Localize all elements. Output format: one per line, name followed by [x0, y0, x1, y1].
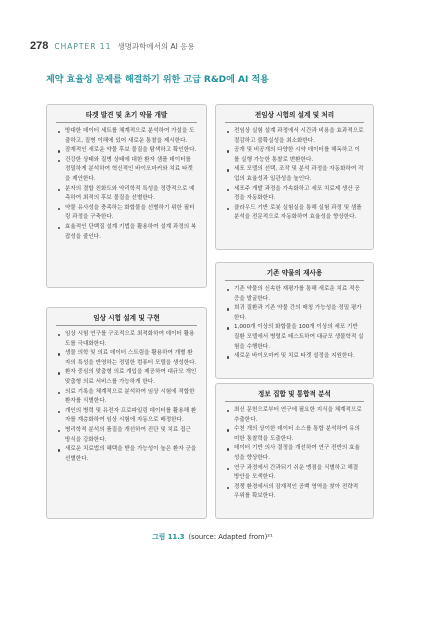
- list-item: 생물 의학 및 의료 데이터 스트림을 활용하여 개별 환자의 특성을 반영하는 정밀한 컴퓨터 모델을 생성한다.: [65, 349, 197, 368]
- list-item: 경쟁 환경에서의 잠재적인 공백 영역을 찾아 전략적 우위를 확보한다.: [234, 483, 364, 502]
- list-item: 1,000개 이상의 화합물을 100개 이상의 세포 기반 질환 모델에서 병렬로 테스트하여 대규모 생물학적 실험을 수행한다.: [234, 323, 364, 352]
- list-item: 최신 문헌으로부터 연구에 필요한 지식을 체계적으로 추출한다.: [234, 406, 364, 425]
- list-item: 방대한 데이터 세트를 체계적으로 분석하여 가설을 도출하고, 질병 이해에 있어 새로운 통찰을 제시한다.: [65, 127, 197, 146]
- list-item: 분자의 결합 친화도와 약리학적 특성을 정량적으로 예측하여 최적의 후보 물질을 선별한다.: [65, 185, 197, 204]
- list-item: 수천 개의 상이한 데이터 소스를 통합 분석하여 유의미한 통찰력을 도출한다.: [234, 425, 364, 444]
- list-item: 세포 모델의 선택, 조작 및 분석 과정을 자동화하여 작업의 효율성과 일관성을 높인다.: [234, 165, 364, 184]
- bullet-list: [225, 127, 364, 223]
- box-information-integration: [215, 383, 374, 519]
- box-title: 정보 집합 및 통합적 분석: [225, 384, 364, 402]
- box-title: 타겟 발견 및 초기 약물 개발: [56, 105, 197, 123]
- box-clinical-design: [46, 307, 207, 519]
- figure-source: (source: Adapted from)²¹: [188, 533, 273, 541]
- chapter-label: CHAPTER 11: [54, 42, 112, 51]
- bullet-list: [225, 406, 364, 502]
- figure-title: 제약 효율성 문제를 해결하기 위한 고급 R&D에 AI 적용: [46, 75, 269, 85]
- box-target-discovery: [46, 104, 207, 288]
- list-item: 건강한 상태와 질병 상태에 대한 환자 샘플 데이터를 정밀하게 분석하여 혁신적인 바이오마커와 치료 타겟을 제안한다.: [65, 156, 197, 185]
- list-item: 세포주 개발 과정을 가속화하고 세포 치료제 생산 공정을 자동화한다.: [234, 185, 364, 204]
- list-item: 연구 과정에서 간과되기 쉬운 맹점을 식별하고 해결 방안을 모색한다.: [234, 464, 364, 483]
- list-item: 개인의 병력 및 유전자 프로파일링 데이터를 활용해 환자를 계층화하여 임상 시험에 자동으로 배정한다.: [65, 407, 197, 426]
- list-item: 전임상 실험 설계 과정에서 시간과 비용을 효과적으로 절감하고 불확실성을 최소화한다.: [234, 127, 364, 146]
- chapter-title: 생명과학에서의 AI 응용: [117, 42, 195, 51]
- list-item: 데이터 기반 의사 결정을 개선하여 연구 전반의 효율성을 향상한다.: [234, 444, 364, 463]
- list-item: 병리학적 분석의 품질을 개선하여 진단 및 치료 접근 방식을 강화한다.: [65, 426, 197, 445]
- bullet-list: [225, 285, 364, 362]
- list-item: 잠재적인 새로운 약물 후보 물질을 탐색하고 확인한다.: [65, 146, 197, 156]
- box-drug-repurposing: [215, 262, 374, 379]
- list-item: 공개 및 비공개의 다양한 시약 데이터를 해독하고 이를 실행 가능한 통찰로 변환한다.: [234, 146, 364, 165]
- list-item: 클라우드 기반 로봇 실험실을 통해 실험 과정 및 샘플 분석을 전문적으로 자동화하여 효율성을 향상한다.: [234, 204, 364, 223]
- list-item: 기존 약물의 신속한 재평가를 통해 새로운 치료 적응증을 발굴한다.: [234, 285, 364, 304]
- list-item: 새로운 치료법의 혜택을 받을 가능성이 높은 환자 군을 선별한다.: [65, 445, 197, 464]
- box-title: 임상 시험 설계 및 구현: [56, 308, 197, 326]
- list-item: 효율적인 단백질 설계 기법을 활용하여 설계 과정의 복잡성을 줄인다.: [65, 223, 197, 242]
- figure-caption: [0, 531, 425, 541]
- bullet-list: [56, 330, 197, 464]
- list-item: 희귀 질환과 기존 약물 간의 매칭 가능성을 정밀 평가한다.: [234, 304, 364, 323]
- list-item: 새로운 바이오마커 및 치료 타겟 설정을 지원한다.: [234, 352, 364, 362]
- list-item: 환자 중심의 맞춤형 의료 개입을 제공하여 대규모 개인 맞춤형 의료 서비스를 가능하게 한다.: [65, 368, 197, 387]
- list-item: 임상 시험 연구를 구조적으로 최적화하여 데이터 활용도를 극대화한다.: [65, 330, 197, 349]
- box-preclinical: [215, 104, 374, 250]
- page-number: 278: [30, 40, 49, 52]
- figure-label: 그림 11.3: [152, 533, 185, 541]
- list-item: 약물 유사성을 충족하는 화합물을 선별하기 위한 필터링 과정을 구축한다.: [65, 204, 197, 223]
- box-title: 기존 약물의 재사용: [225, 263, 364, 281]
- list-item: 의료 기록을 체계적으로 분석하여 임상 시험에 적합한 환자를 식별한다.: [65, 388, 197, 407]
- bullet-list: [56, 127, 197, 242]
- box-title: 전임상 시험의 설계 및 처리: [225, 105, 364, 123]
- page-header: [30, 40, 195, 52]
